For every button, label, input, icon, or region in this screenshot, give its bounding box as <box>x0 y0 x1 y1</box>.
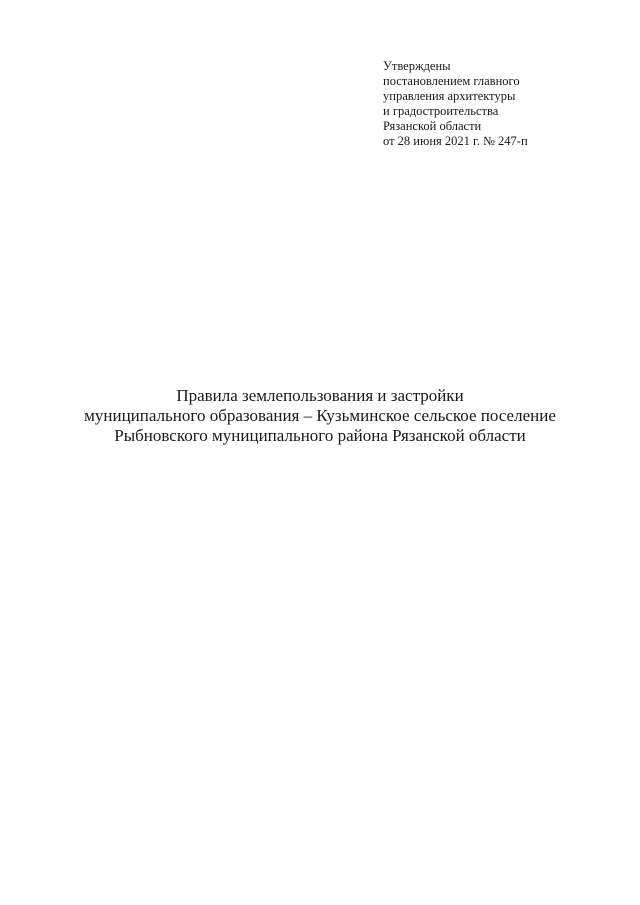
title-line: Рыбновского муниципального района Рязанской области <box>114 426 526 445</box>
approval-date-line: от 28 июня 2021 г. № 247-п <box>383 134 528 148</box>
title-line: Правила землепользования и застройки <box>176 386 464 405</box>
title-line: муниципального образования – Кузьминское сельское поселение <box>84 406 556 425</box>
approval-line: Утверждены <box>383 59 451 73</box>
approval-line: и градостроительства <box>383 104 499 118</box>
approval-stamp-block <box>383 59 623 149</box>
approval-line: Рязанской области <box>383 119 482 133</box>
document-title <box>40 386 600 446</box>
approval-line: управления архитектуры <box>383 89 516 103</box>
approval-line: постановлением главного <box>383 74 520 88</box>
